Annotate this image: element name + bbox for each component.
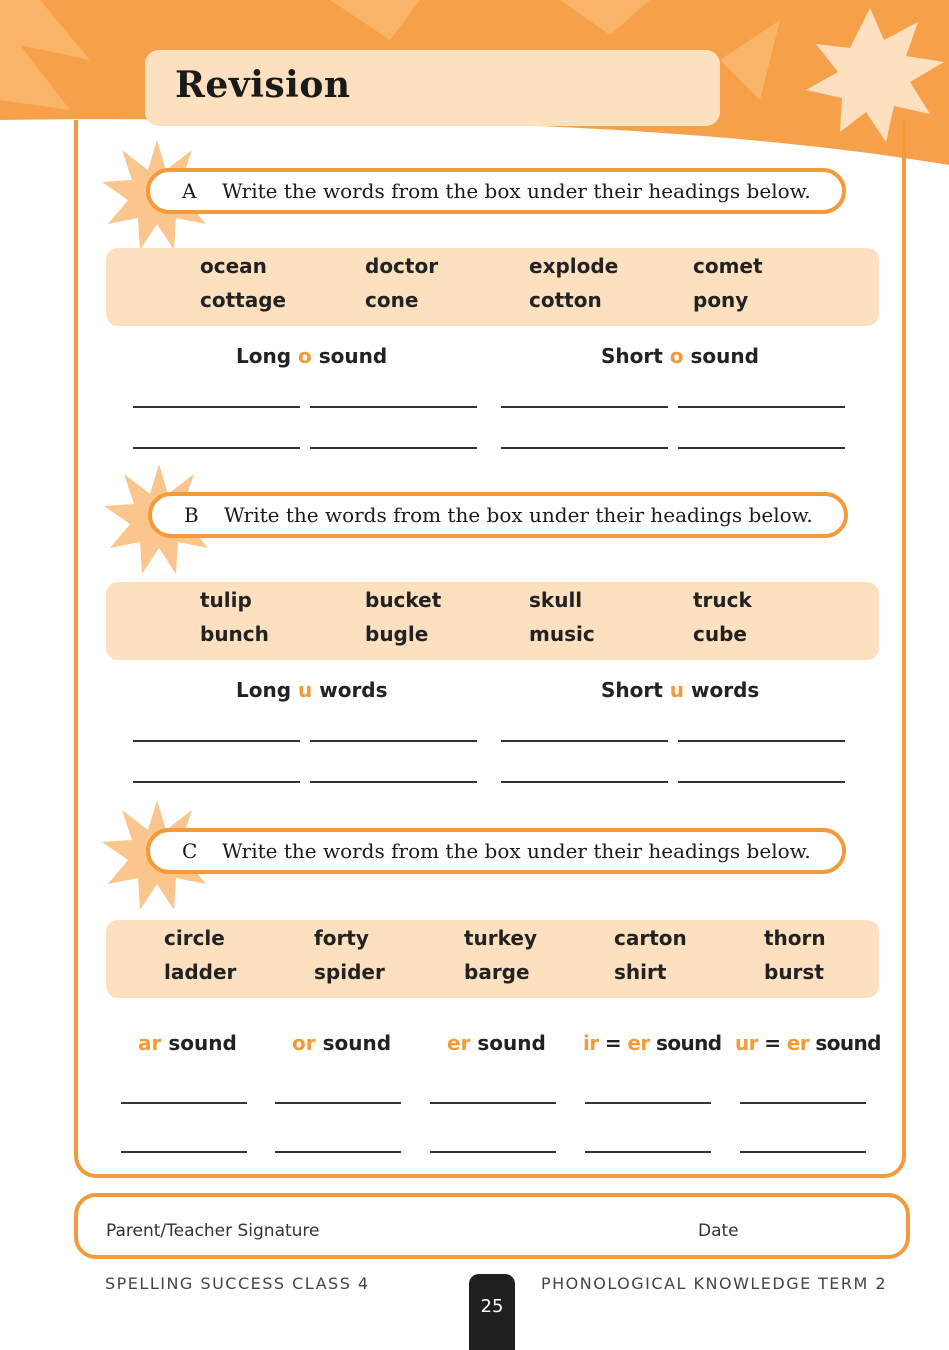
word-item: comet xyxy=(693,254,763,278)
word-item: music xyxy=(529,622,595,646)
word-item: bucket xyxy=(365,588,442,612)
instruction-text-c: Write the words from the box under their headings below. xyxy=(222,839,811,863)
heading-text: sound xyxy=(683,344,759,368)
heading-vowel: u xyxy=(669,678,685,702)
heading-long-o xyxy=(236,344,387,368)
heading-text: sound xyxy=(470,1031,546,1055)
answer-line[interactable] xyxy=(430,1102,556,1104)
answer-line[interactable] xyxy=(121,1102,247,1104)
answer-line[interactable] xyxy=(678,781,845,783)
section-letter-a: A xyxy=(182,179,197,203)
word-box-c xyxy=(106,920,879,998)
heading-sound: or xyxy=(292,1031,316,1055)
heading-sound: er xyxy=(627,1031,650,1055)
word-box-b xyxy=(106,582,879,660)
page-number-tab xyxy=(469,1274,515,1350)
answer-line[interactable] xyxy=(310,406,477,408)
instruction-text-b: Write the words from the box under their headings below. xyxy=(224,503,813,527)
signature-box xyxy=(74,1193,910,1259)
word-item: bunch xyxy=(200,622,269,646)
instruction-a xyxy=(146,168,846,214)
answer-line[interactable] xyxy=(501,406,668,408)
answer-line[interactable] xyxy=(501,740,668,742)
heading-vowel: o xyxy=(298,344,312,368)
signature-label: Parent/Teacher Signature xyxy=(106,1221,320,1241)
answer-line[interactable] xyxy=(310,740,477,742)
answer-line[interactable] xyxy=(740,1151,866,1153)
answer-line[interactable] xyxy=(310,447,477,449)
answer-line[interactable] xyxy=(501,447,668,449)
word-item: pony xyxy=(693,288,749,312)
answer-line[interactable] xyxy=(275,1102,401,1104)
answer-line[interactable] xyxy=(133,740,300,742)
heading-text: sound xyxy=(315,1031,392,1055)
answer-line[interactable] xyxy=(310,781,477,783)
section-letter-c: C xyxy=(182,839,198,863)
answer-line[interactable] xyxy=(133,781,300,783)
footer-book-title: SPELLING SUCCESS CLASS 4 xyxy=(105,1274,370,1293)
word-item: burst xyxy=(764,960,824,984)
word-item: shirt xyxy=(614,960,667,984)
heading-sound: er xyxy=(786,1031,810,1055)
heading-text: words xyxy=(684,678,760,702)
heading-ur-er-sound xyxy=(735,1031,881,1055)
heading-text: sound xyxy=(311,344,388,368)
word-item: barge xyxy=(464,960,530,984)
heading-text: sound xyxy=(161,1031,237,1055)
answer-line[interactable] xyxy=(275,1151,401,1153)
word-item: cotton xyxy=(529,288,602,312)
word-item: turkey xyxy=(464,926,538,950)
answer-line[interactable] xyxy=(585,1151,711,1153)
heading-sound: ar xyxy=(138,1031,162,1055)
heading-or-sound xyxy=(292,1031,391,1055)
word-item: thorn xyxy=(764,926,826,950)
answer-line[interactable] xyxy=(740,1102,866,1104)
word-item: cottage xyxy=(200,288,287,312)
word-box-a xyxy=(106,248,879,326)
instruction-text-a: Write the words from the box under their headings below. xyxy=(222,179,811,203)
word-item: forty xyxy=(314,926,369,950)
word-item: bugle xyxy=(365,622,429,646)
section-letter-b: B xyxy=(184,503,199,527)
page-number: 25 xyxy=(480,1296,504,1317)
heading-sound: ur xyxy=(735,1031,758,1055)
heading-text: Long xyxy=(236,344,299,368)
footer-topic: PHONOLOGICAL KNOWLEDGE xyxy=(541,1274,812,1293)
answer-line[interactable] xyxy=(501,781,668,783)
instruction-b xyxy=(148,492,848,538)
heading-ir-er-sound xyxy=(583,1031,721,1055)
heading-long-u xyxy=(236,678,388,702)
answer-line[interactable] xyxy=(430,1151,556,1153)
page-title: Revision xyxy=(175,64,351,106)
word-item: explode xyxy=(529,254,619,278)
heading-sound: ir xyxy=(583,1031,599,1055)
word-item: cube xyxy=(693,622,747,646)
word-item: circle xyxy=(164,926,225,950)
word-item: tulip xyxy=(200,588,252,612)
title-box xyxy=(145,50,720,126)
word-item: doctor xyxy=(365,254,439,278)
answer-line[interactable] xyxy=(121,1151,247,1153)
date-label: Date xyxy=(698,1221,739,1241)
answer-line[interactable] xyxy=(585,1102,711,1104)
word-item: cone xyxy=(365,288,419,312)
answer-line[interactable] xyxy=(678,406,845,408)
word-item: skull xyxy=(529,588,583,612)
heading-ar-sound xyxy=(138,1031,237,1055)
heading-sound: er xyxy=(447,1031,471,1055)
word-item: ocean xyxy=(200,254,267,278)
heading-vowel: u xyxy=(298,678,313,702)
word-item: truck xyxy=(693,588,752,612)
word-item: carton xyxy=(614,926,687,950)
heading-short-u xyxy=(601,678,759,702)
heading-text: words xyxy=(312,678,388,702)
heading-short-o xyxy=(601,344,759,368)
answer-line[interactable] xyxy=(678,447,845,449)
heading-vowel: o xyxy=(669,344,684,368)
heading-text: sound xyxy=(809,1031,881,1055)
heading-er-sound xyxy=(447,1031,546,1055)
answer-line[interactable] xyxy=(133,406,300,408)
instruction-c xyxy=(146,828,846,874)
heading-equals: = xyxy=(757,1031,787,1055)
heading-text: sound xyxy=(649,1031,722,1055)
heading-text: Short xyxy=(601,344,670,368)
answer-line[interactable] xyxy=(678,740,845,742)
answer-line[interactable] xyxy=(133,447,300,449)
heading-text: Long xyxy=(236,678,299,702)
footer-term: TERM 2 xyxy=(818,1274,888,1293)
word-item: spider xyxy=(314,960,385,984)
word-item: ladder xyxy=(164,960,237,984)
heading-text: Short xyxy=(601,678,670,702)
heading-equals: = xyxy=(598,1031,628,1055)
